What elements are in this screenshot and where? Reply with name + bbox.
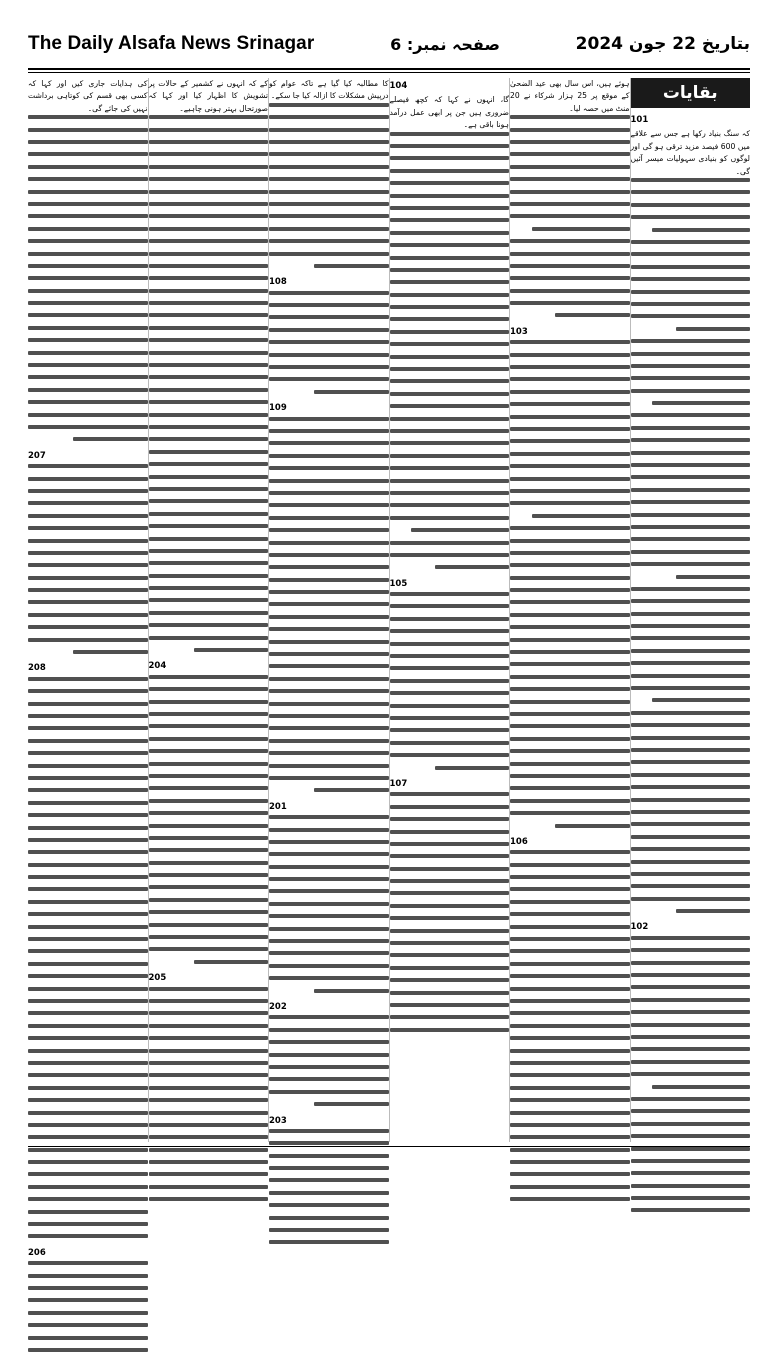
body-text-block	[631, 936, 751, 1213]
masthead-rule-thin	[28, 72, 750, 73]
body-text-block	[631, 178, 751, 913]
masthead	[28, 22, 750, 66]
body-text-block	[149, 115, 269, 652]
paper-name: The Daily Alsafa News Srinagar	[28, 33, 315, 54]
body-text-block	[390, 592, 510, 769]
story-number: 202	[269, 1001, 287, 1012]
story-text: گا، انہوں نے کہا کہ کچھ فیصلے ضروری ہیں جن پر ابھی عمل درآمد ہونا باقی ہے۔	[389, 95, 509, 130]
column-2	[510, 78, 631, 1142]
story-number: 204	[148, 661, 167, 672]
footer-rule	[28, 1146, 750, 1147]
story-text: کے کہ انہوں نے کشمیر کے حالات پر تشویش کا اظہار کیا اور کہا کہ صورتحال بہتر ہونی چاہیے۔	[148, 79, 268, 113]
column-5	[149, 78, 270, 1142]
body-text-block	[269, 815, 389, 992]
story-number: 208	[28, 663, 46, 674]
body-text-block	[269, 103, 389, 268]
column-4	[269, 78, 390, 1142]
body-text-block	[269, 291, 389, 394]
story-number: 201	[269, 801, 287, 812]
story-number: 205	[148, 973, 167, 984]
column-6	[28, 78, 149, 1258]
story-text: کا مطالبہ کیا گیا ہے تاکہ عوام کو درپیش مشکلات کا ازالہ کیا جا سکے۔	[269, 79, 389, 101]
body-text-block	[510, 340, 630, 827]
story-number: 101	[630, 115, 649, 125]
story-number: 206	[28, 1247, 46, 1258]
story-number: 207	[28, 450, 46, 461]
story-number: 108	[269, 277, 287, 288]
column-3	[390, 78, 511, 1142]
story-number: 203	[269, 1115, 287, 1126]
body-text-block	[510, 115, 630, 317]
body-text-block	[269, 1015, 389, 1106]
article-columns	[28, 78, 750, 1258]
body-text-block	[28, 677, 148, 1239]
column-1	[631, 78, 751, 1142]
body-text-block	[28, 1261, 148, 1352]
story-number: 102	[630, 922, 649, 933]
story-number: 109	[269, 403, 287, 414]
story-text: کہ سنگ بنیاد رکھا ہے جس سے علاقے میں 600 فیصد مزید ترقی ہو گی اور لوگوں کو بنیادی سہولیات میسر آئیں گی۔	[630, 129, 750, 176]
body-text-block	[390, 132, 510, 570]
masthead-rule	[28, 68, 750, 70]
date-line: بتاریخ 22 جون 2024	[575, 34, 750, 54]
page-label: صفحہ نمبر: 6	[390, 34, 500, 54]
story-number: 107	[389, 778, 408, 789]
story-number: 104	[389, 81, 408, 91]
body-text-block	[149, 987, 269, 1202]
story-number: 106	[510, 836, 528, 847]
body-text-block	[269, 417, 389, 793]
story-text: ہوئے ہیں، اس سال بھی عید الضحیٰ کے موقع پر 25 ہزار شرکاء نے 20 منٹ میں حصہ لیا۔	[510, 79, 630, 113]
body-text-block	[28, 115, 148, 441]
body-text-block	[390, 792, 510, 1031]
section-title: بقایات	[631, 78, 751, 108]
story-number: 103	[510, 326, 528, 337]
story-text: کی ہدایات جاری کیں اور کہا کہ کسی بھی قسم کی کوتاہی برداشت نہیں کی جائے گی۔	[28, 79, 148, 113]
newspaper-page	[28, 22, 750, 1258]
body-text-block	[149, 675, 269, 964]
body-text-block	[510, 850, 630, 1201]
body-text-block	[28, 464, 148, 654]
story-number: 105	[389, 578, 408, 589]
